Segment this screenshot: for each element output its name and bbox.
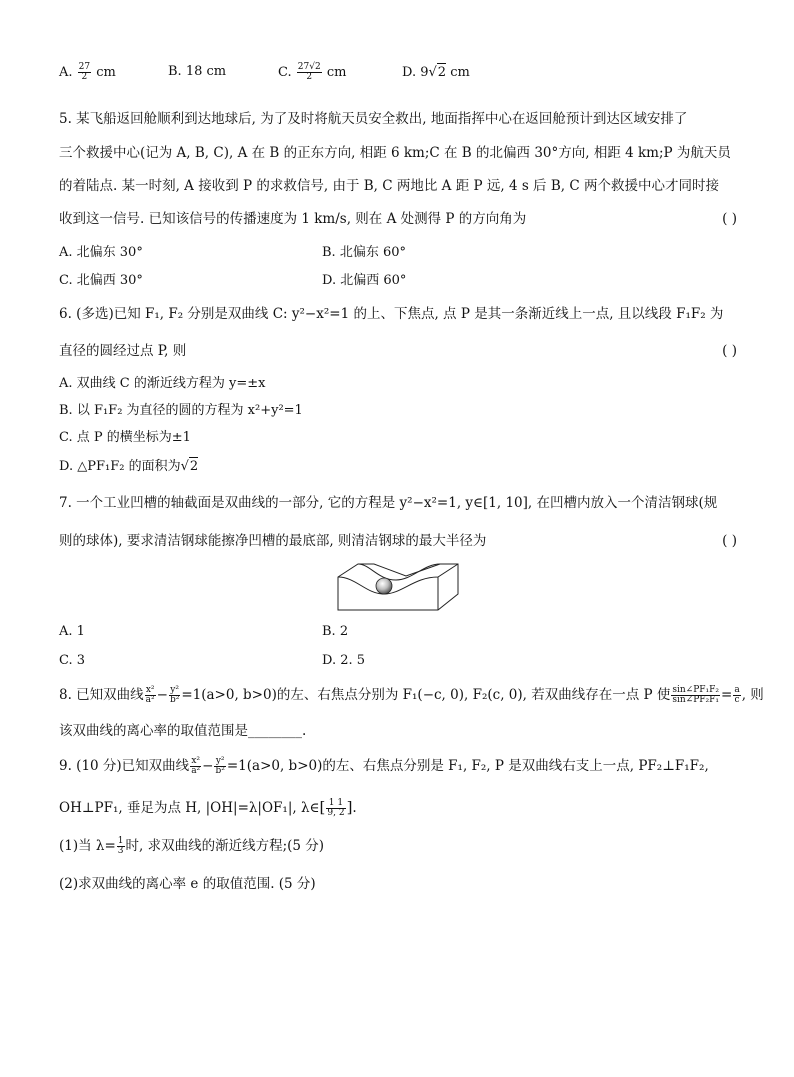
q6-option-d[interactable]: D. △PF₁F₂ 的面积为√2: [59, 459, 199, 474]
q5-stem-line-3: 的着陆点. 某一时刻, A 接收到 P 的求救信号, 由于 B, C 两地比 A 距 P 远, 4 s 后 B, C 两个救援中心才同时接: [59, 178, 719, 194]
fraction: $\frac{27}{2}$: [78, 62, 91, 82]
q5-stem-line-4: 收到这一信号. 已知该信号的传播速度为 1 km/s, 则在 A 处测得 P 的方向角为: [59, 211, 527, 227]
q7-option-a[interactable]: A. 1: [59, 624, 85, 639]
q6-answer-paren: ( ): [722, 343, 737, 359]
q8-stem-line-1: 8. 已知双曲线 $\frac{\text{x²}}{\text{a²}}$ − $\frac{\text{y²}}{\text{b²}}$ =1(a>0, b>0)的左、右焦点分别为 F₁(−c, 0), F₂(c, 0), 若双曲线存在一点 P 使 $\frac{\text{sin∠PF₁F₂}}{\text{sin∠PF₂F₁}}$ = $\frac{a}{c}$ , 则: [59, 685, 764, 705]
q6-stem-line-1: 6. (多选)已知 F₁, F₂ 分别是双曲线 C: y²−x²=1 的上、下焦点, 点 P 是其一条渐近线上一点, 且以线段 F₁F₂ 为: [59, 306, 724, 322]
groove-ball-figure: [336, 560, 460, 612]
q6-stem-line-2: 直径的圆经过点 P, 则: [59, 343, 187, 359]
q7-stem-line-2: 则的球体), 要求清洁钢球能擦净凹槽的最底部, 则清洁钢球的最大半径为: [59, 533, 487, 549]
q4-option-d[interactable]: D. 9√2 cm: [402, 65, 470, 80]
fraction: $\frac{27√2}{2}$: [297, 62, 321, 82]
q5-stem-line-1: 5. 某飞船返回舱顺利到达地球后, 为了及时将航天员安全救出, 地面指挥中心在返回舱预计到达区域安排了: [59, 111, 688, 127]
q5-option-b[interactable]: B. 北偏东 60°: [322, 245, 406, 260]
q9-stem-line-1: 9. (10 分)已知双曲线 $\frac{\text{x²}}{\text{a²}}$ − $\frac{\text{y²}}{\text{b²}}$ =1(a>0, b>0)的左、右焦点分别是 F₁, F₂, P 是双曲线右支上一点, PF₂⊥F₁F₂,: [59, 756, 709, 776]
steel-ball: [376, 578, 392, 594]
q7-option-b[interactable]: B. 2: [322, 624, 349, 639]
q7-stem-line-1: 7. 一个工业凹槽的轴截面是双曲线的一部分, 它的方程是 y²−x²=1, y∈[1, 10], 在凹槽内放入一个清洁钢球(规: [59, 495, 718, 511]
q9-part-2: (2)求双曲线的离心率 e 的取值范围. (5 分): [59, 876, 316, 892]
q9-part-1: (1)当 λ= $\frac{1}{3}$ 时, 求双曲线的渐近线方程;(5 分): [59, 836, 325, 856]
q5-stem-line-2: 三个救援中心(记为 A, B, C), A 在 B 的正东方向, 相距 6 km;C 在 B 的北偏西 30°方向, 相距 4 km;P 为航天员: [59, 145, 731, 161]
q9-stem-line-2: OH⊥PF₁, 垂足为点 H, |OH|=λ|OF₁|, λ∈[ $\frac{1 1}{9, 2}$ ].: [59, 798, 357, 818]
q8-stem-line-2: 该双曲线的离心率的取值范围是________.: [59, 723, 307, 739]
q4-option-b[interactable]: B. 18 cm: [168, 64, 227, 79]
q5-answer-paren: ( ): [722, 211, 737, 227]
q4-option-a[interactable]: A. $\frac{27}{2}$ cm: [59, 62, 116, 82]
q6-option-c[interactable]: C. 点 P 的横坐标为±1: [59, 430, 191, 445]
q5-option-c[interactable]: C. 北偏西 30°: [59, 273, 143, 288]
q4-option-c[interactable]: C. $\frac{27√2}{2}$ cm: [278, 62, 347, 82]
q5-option-d[interactable]: D. 北偏西 60°: [322, 273, 407, 288]
q6-option-a[interactable]: A. 双曲线 C 的渐近线方程为 y=±x: [59, 376, 266, 391]
q5-option-a[interactable]: A. 北偏东 30°: [59, 245, 143, 260]
q7-option-c[interactable]: C. 3: [59, 653, 86, 668]
q7-answer-paren: ( ): [722, 533, 737, 549]
q6-option-b[interactable]: B. 以 F₁F₂ 为直径的圆的方程为 x²+y²=1: [59, 403, 303, 418]
q7-option-d[interactable]: D. 2. 5: [322, 653, 366, 668]
